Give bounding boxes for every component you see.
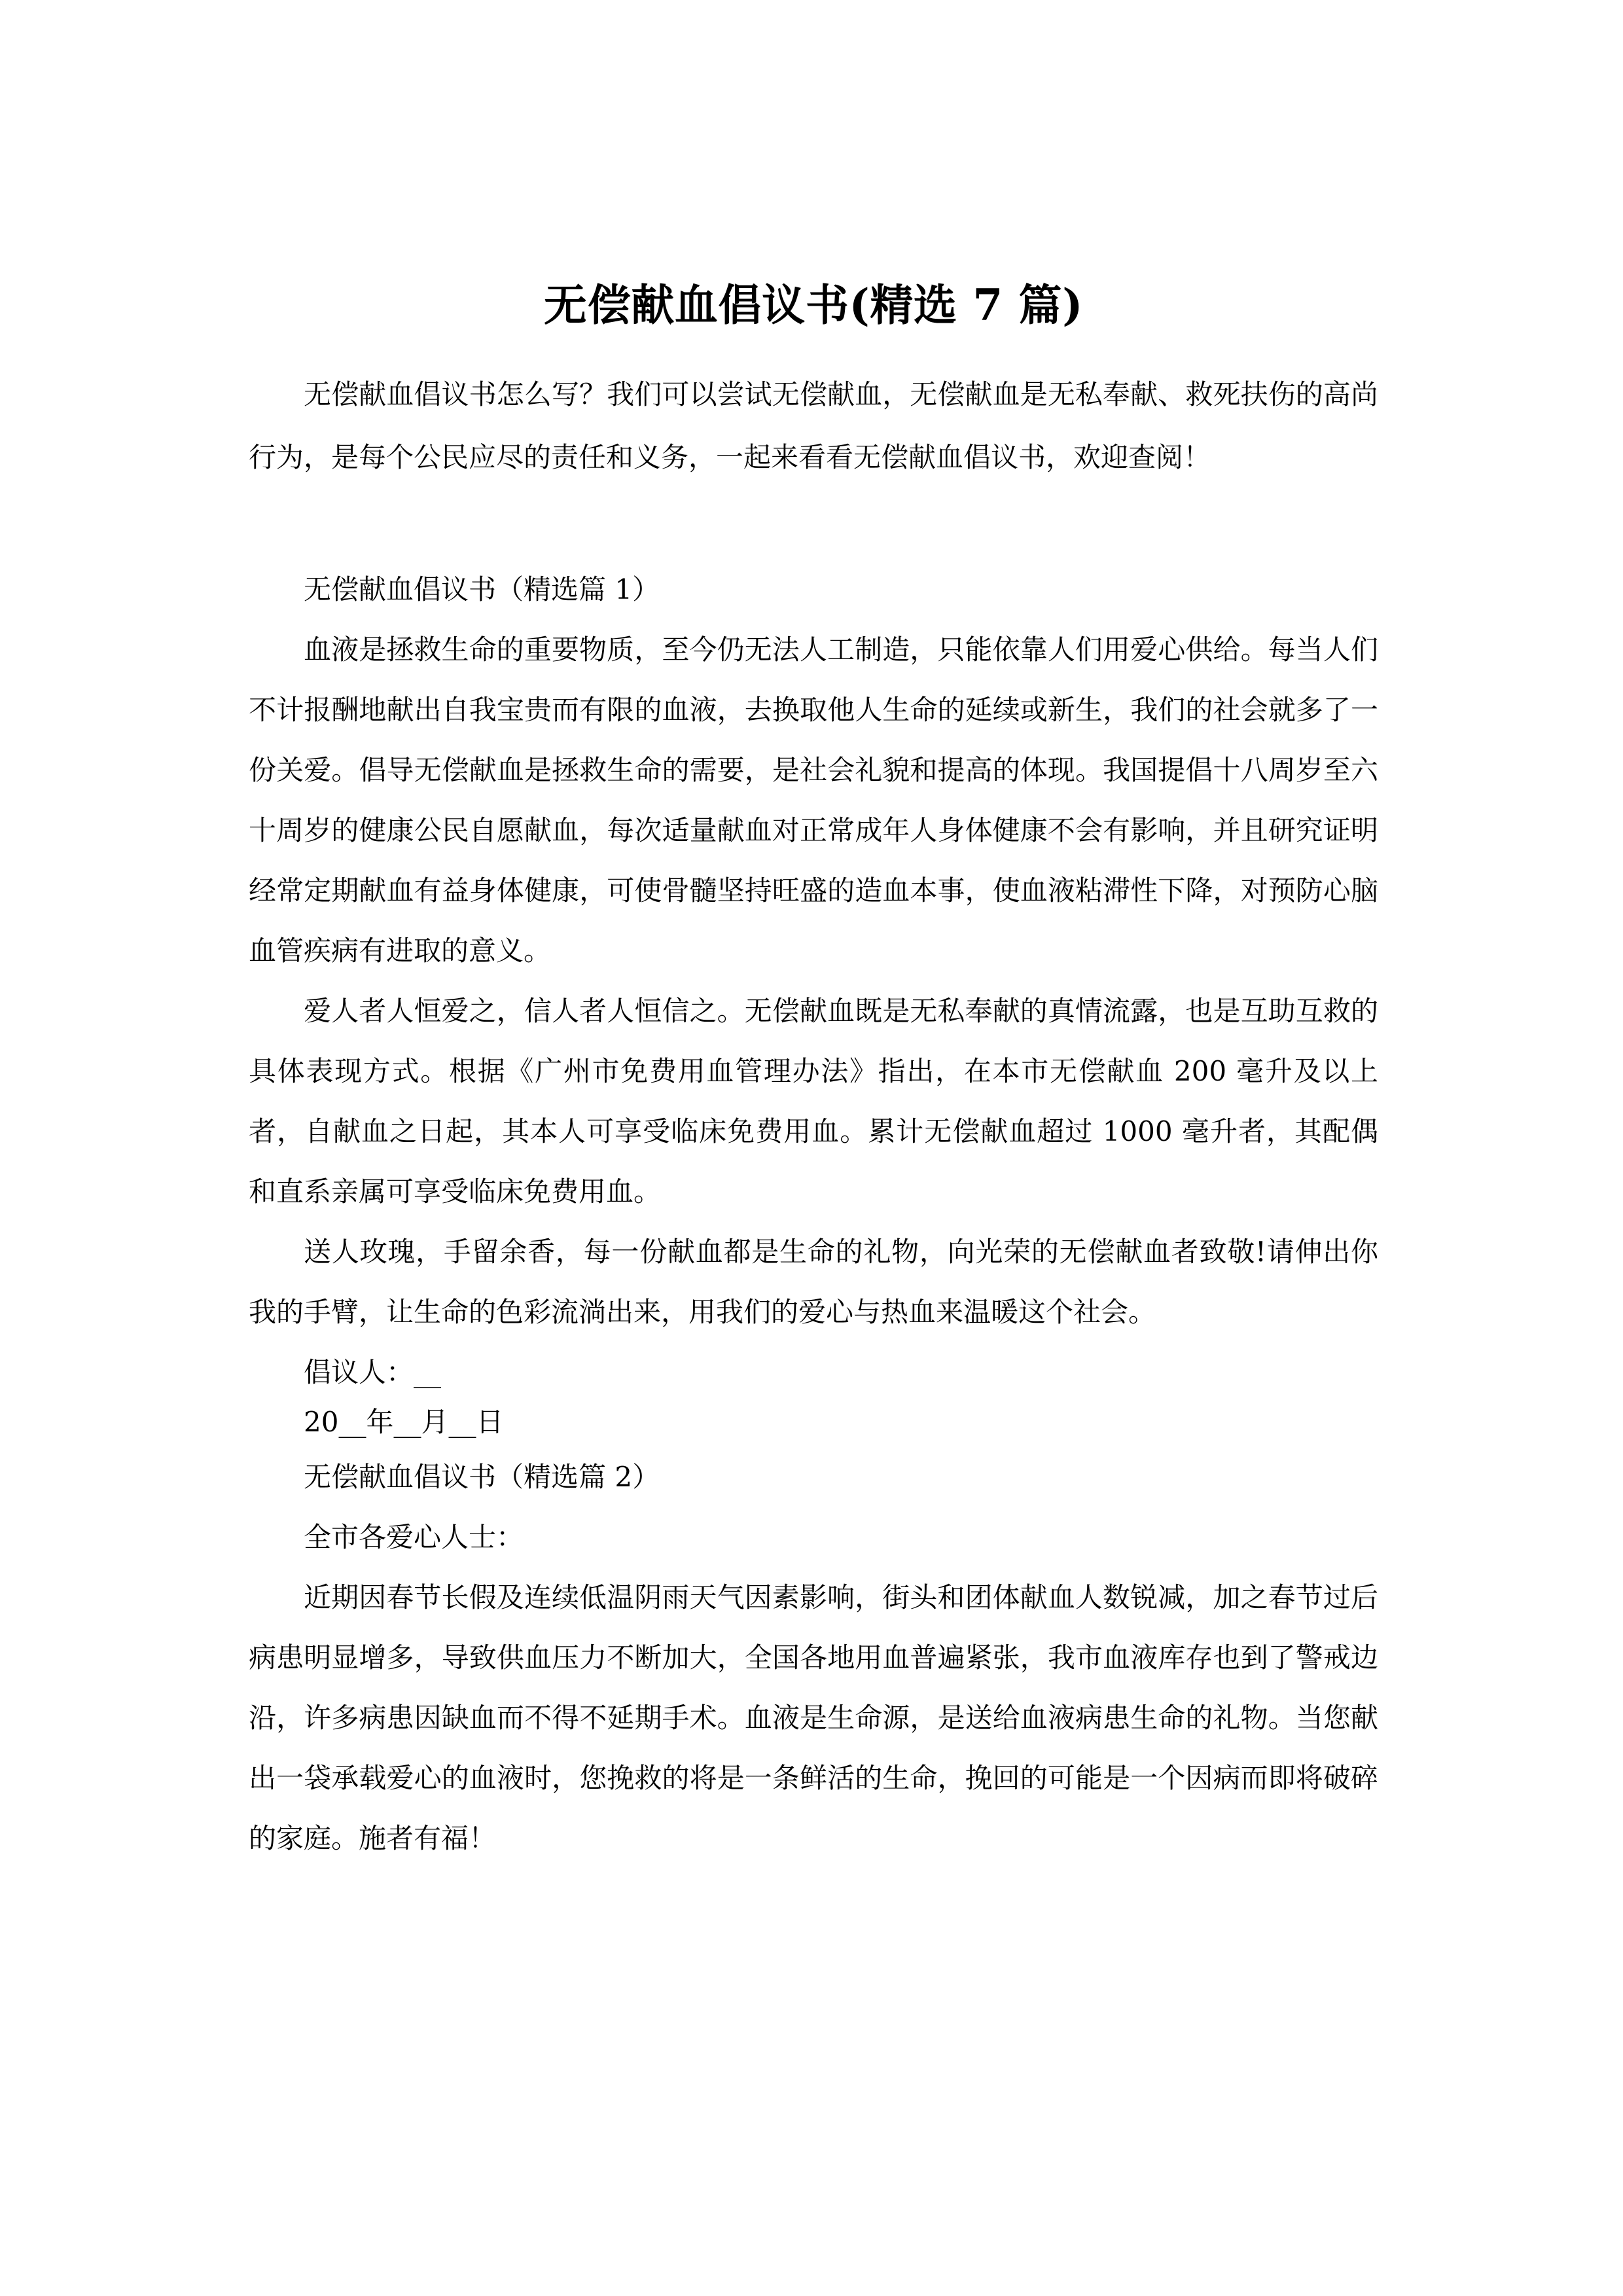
section-heading-1: 无偿献血倡议书（精选篇 1） bbox=[304, 573, 660, 605]
intro-paragraph: 无偿献血倡议书怎么写？我们可以尝试无偿献血，无偿献血是无私奉献、救死扶伤的高尚行为，是每个公民应尽的责任和义务，一起来看看无偿献血倡议书，欢迎查阅！ bbox=[249, 378, 1378, 473]
section-1-proposer-line: 倡议人：__ bbox=[304, 1356, 442, 1388]
page-title: 无偿献血倡议书(精选 7 篇) bbox=[543, 279, 1084, 331]
section-1-paragraph-2: 爱人者人恒爱之，信人者人恒信之。无偿献血既是无私奉献的真情流露，也是互助互救的具体表现方式。根据《广州市免费用血管理办法》指出，在本市无偿献血 200 毫升及以上者，自献血之日起，其本人可享受临床免费用血。累计无偿献血超过 1000 毫升者，其配偶和直系亲属可享受临床免费用血。 bbox=[249, 995, 1378, 1208]
section-2-paragraph-1: 近期因春节长假及连续低温阴雨天气因素影响，街头和团体献血人数锐减，加之春节过后病患明显增多，导致供血压力不断加大，全国各地用血普遍紧张，我市血液库存也到了警戒边沿，许多病患因缺血而不得不延期手术。血液是生命源，是送给血液病患生命的礼物。当您献出一袋承载爱心的血液时，您挽救的将是一条鲜活的生命，挽回的可能是一个因病而即将破碎的家庭。施者有福！ bbox=[249, 1581, 1378, 1854]
section-heading-2: 无偿献血倡议书（精选篇 2） bbox=[304, 1461, 660, 1493]
section-1-paragraph-3: 送人玫瑰，手留余香，每一份献血都是生命的礼物，向光荣的无偿献血者致敬!请伸出你我的手臂，让生命的色彩流淌出来，用我们的爱心与热血来温暖这个社会。 bbox=[249, 1236, 1378, 1328]
section-2-salutation: 全市各爱心人士： bbox=[304, 1521, 524, 1553]
section-1-paragraph-1: 血液是拯救生命的重要物质，至今仍无法人工制造，只能依靠人们用爱心供给。每当人们不计报酬地献出自我宝贵而有限的血液，去换取他人生命的延续或新生，我们的社会就多了一份关爱。倡导无偿献血是拯救生命的需要，是社会礼貌和提高的体现。我国提倡十八周岁至六十周岁的健康公民自愿献血，每次适量献血对正常成年人身体健康不会有影响，并且研究证明经常定期献血有益身体健康，可使骨髓坚持旺盛的造血本事，使血液粘滞性下降，对预防心脑血管疾病有进取的意义。 bbox=[249, 634, 1378, 967]
document-content bbox=[249, 0, 1378, 1869]
section-1-date-line: 20__年__月__日 bbox=[304, 1406, 504, 1438]
